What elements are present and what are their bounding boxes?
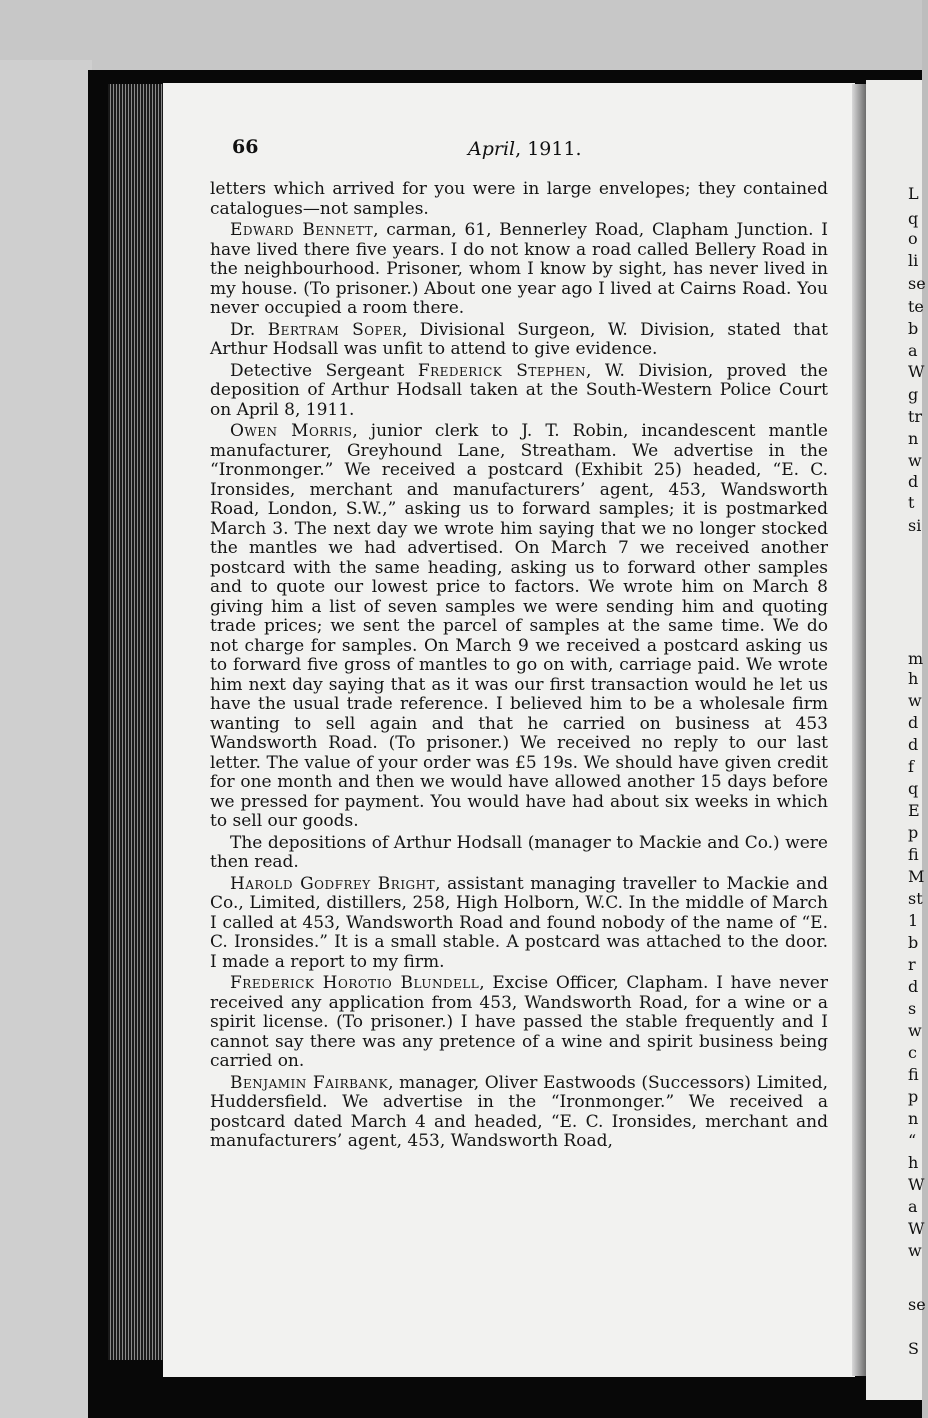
- facing-page-text-fragment: li: [908, 251, 919, 270]
- facing-page-text-fragment: b: [908, 319, 919, 338]
- facing-page-text-fragment: p: [908, 823, 919, 842]
- page-header: [232, 136, 792, 166]
- testimony-paragraph: [210, 221, 828, 319]
- running-head-year: , 1911.: [515, 138, 582, 160]
- facing-page-text-fragment: s: [908, 999, 917, 1018]
- witness-name: Bertram Soper: [267, 319, 402, 340]
- paragraph-text: The depositions of Arthur Hodsall (manager to Mackie and Co.) were then read.: [210, 832, 828, 872]
- scan-left-background: [0, 60, 92, 1418]
- paragraph-text: , assistant managing traveller to Mackie and Co., Limited, distillers, 258, High Holborn, W.C. In the middle of March I called at 453, Wandsworth Road and found nobody of the name of “E. C. Ironsides.” It is a small stable. A postcard was attached to the door. I made a report to my firm.: [210, 873, 828, 972]
- facing-page-text-fragment: h: [908, 669, 919, 688]
- facing-page-text-fragment: tr: [908, 407, 923, 426]
- facing-page-text-fragment: f: [908, 757, 914, 776]
- facing-page-text-fragment: W: [908, 1175, 925, 1194]
- witness-prefix: Dr.: [230, 319, 268, 340]
- facing-page-text-fragment: a: [908, 1197, 918, 1216]
- facing-page-text-fragment: W: [908, 362, 925, 381]
- witness-name: Benjamin Fairbank: [230, 1072, 389, 1093]
- paragraph-text: , Excise Officer, Clapham. I have never received any application from 453, Wandsworth Road, for a wine or a spirit license. (To prisoner.) I have passed the stable frequently and I cannot say there was any pretence of a wine and spirit business being carried on.: [210, 973, 828, 1071]
- testimony-paragraph: [210, 422, 828, 832]
- facing-page-text-fragment: fi: [908, 845, 919, 864]
- facing-page-text-fragment: t: [908, 493, 915, 512]
- paragraph-text: , Divisional Surgeon, W. Division, stated that Arthur Hodsall was unfit to attend to give evidence.: [210, 319, 828, 359]
- paragraph-text: , carman, 61, Bennerley Road, Clapham Junction. I have lived there five years. I do not know a road called Bellery Road in the neighbourhood. Prisoner, whom I know by sight, has never lived in my house. (To prisoner.) About one year ago I lived at Cairns Road. You never occupied a room there.: [210, 220, 828, 318]
- facing-page-text-fragment: n: [908, 1109, 919, 1128]
- facing-page-text-fragment: L: [908, 184, 919, 203]
- facing-page-text-fragment: te: [908, 297, 924, 316]
- testimony-paragraph: [210, 321, 828, 360]
- witness-name: Owen Morris: [230, 421, 353, 441]
- book-page-edges: [108, 84, 168, 1360]
- facing-page-text-fragment: q: [908, 209, 919, 228]
- facing-page-text-fragment: p: [908, 1087, 919, 1106]
- facing-page-text-fragment: w: [908, 691, 922, 710]
- facing-page-text-fragment: h: [908, 1153, 919, 1172]
- facing-page-text-fragment: g: [908, 385, 919, 404]
- facing-page-text-fragment: d: [908, 977, 919, 996]
- facing-page-text-fragment: S: [908, 1339, 919, 1358]
- witness-name: Frederick Horotio Blundell: [230, 973, 480, 993]
- testimony-paragraph: [210, 875, 828, 973]
- paragraph-text: letters which arrived for you were in large envelopes; they contained catalogues—not samples.: [210, 179, 828, 219]
- facing-page-text-fragment: d: [908, 472, 919, 491]
- witness-prefix: Detective Sergeant: [230, 360, 418, 381]
- facing-page-text-fragment: d: [908, 713, 919, 732]
- witness-name: Frederick Stephen: [417, 360, 586, 381]
- facing-page-text-fragment: r: [908, 955, 916, 974]
- facing-page-text-fragment: M: [908, 867, 925, 886]
- page-number: 66: [232, 136, 259, 158]
- facing-page-fragment: [866, 80, 926, 1400]
- facing-page-text-fragment: q: [908, 779, 919, 798]
- testimony-paragraph: [210, 974, 828, 1072]
- facing-page-text-fragment: c: [908, 1043, 917, 1062]
- facing-page-text-fragment: st: [908, 889, 923, 908]
- paragraph-continuation: [210, 180, 828, 219]
- facing-page-text-fragment: se: [908, 274, 926, 293]
- facing-page-text-fragment: “: [908, 1131, 917, 1150]
- facing-page-text-fragment: b: [908, 933, 919, 952]
- facing-page-text-fragment: d: [908, 735, 919, 754]
- facing-page-text-fragment: si: [908, 516, 922, 535]
- facing-page-text-fragment: n: [908, 429, 919, 448]
- witness-name: Edward Bennett: [230, 220, 374, 240]
- facing-page-text-fragment: W: [908, 1219, 925, 1238]
- paragraph-text: , junior clerk to J. T. Robin, incandescent mantle manufacturer, Greyhound Lane, Streatham. We advertise in the “Ironmonger.” We received a postcard (Exhibit 25) headed, “E. C. Ironsides, merchant and manufacturers’ agent, 453, Wandsworth Road, London, S.W.,” asking us to forward samples; it is postmarked March 3. The next day we wrote him saying that we no longer stocked the mantles we had advertised. On March 7 we received another postcard with the same heading, asking us to forward other samples and to quote our lowest price to factors. We wrote him on March 8 giving him a list of seven samples we were sending him and quoting trade prices; we sent the parcel of samples at the same time. We do not charge for samples. On March 9 we received a postcard asking us to forward five gross of mantles to go on with, carriage paid. We wrote him next day saying that as it was our first transaction would he let us have the usual trade reference. I believed him to be a wholesale firm wanting to sell again and that he carried on business at 453 Wandsworth Road. (To prisoner.) We received no reply to our last letter. The value of your order was £5 19s. We should have given credit for one month and then we would have allowed another 15 days before we pressed for payment. You would have had about six weeks in which to sell our goods.: [210, 421, 828, 831]
- paragraph-text: , W. Division, proved the deposition of Arthur Hodsall taken at the South-Western Police Court on April 8, 1911.: [210, 360, 828, 420]
- facing-page-text-fragment: o: [908, 229, 918, 248]
- facing-page-text-fragment: w: [908, 451, 922, 470]
- facing-page-text-fragment: fi: [908, 1065, 919, 1084]
- running-head: [468, 138, 582, 160]
- facing-page-text-fragment: m: [908, 649, 924, 668]
- testimony-paragraph: [210, 1074, 828, 1152]
- witness-name: Harold Godfrey Bright: [230, 873, 436, 894]
- facing-page-text-fragment: se: [908, 1295, 926, 1314]
- body-text: [210, 180, 828, 1154]
- narrative-paragraph: [210, 834, 828, 873]
- facing-page-text-fragment: w: [908, 1021, 922, 1040]
- paragraph-text: , manager, Oliver Eastwoods (Successors) Limited, Huddersfield. We advertise in the “Ironmonger.” We received a postcard dated March 4 and headed, “E. C. Ironsides, merchant and manufacturers’ agent, 453, Wandsworth Road,: [210, 1072, 828, 1151]
- facing-page-text-fragment: a: [908, 341, 918, 360]
- facing-page-text-fragment: 1: [908, 911, 919, 930]
- book-gutter: [852, 84, 866, 1376]
- facing-page-text-fragment: w: [908, 1241, 922, 1260]
- running-head-month: April: [468, 138, 516, 160]
- facing-page-text-fragment: E: [908, 801, 920, 820]
- testimony-paragraph: [210, 362, 828, 421]
